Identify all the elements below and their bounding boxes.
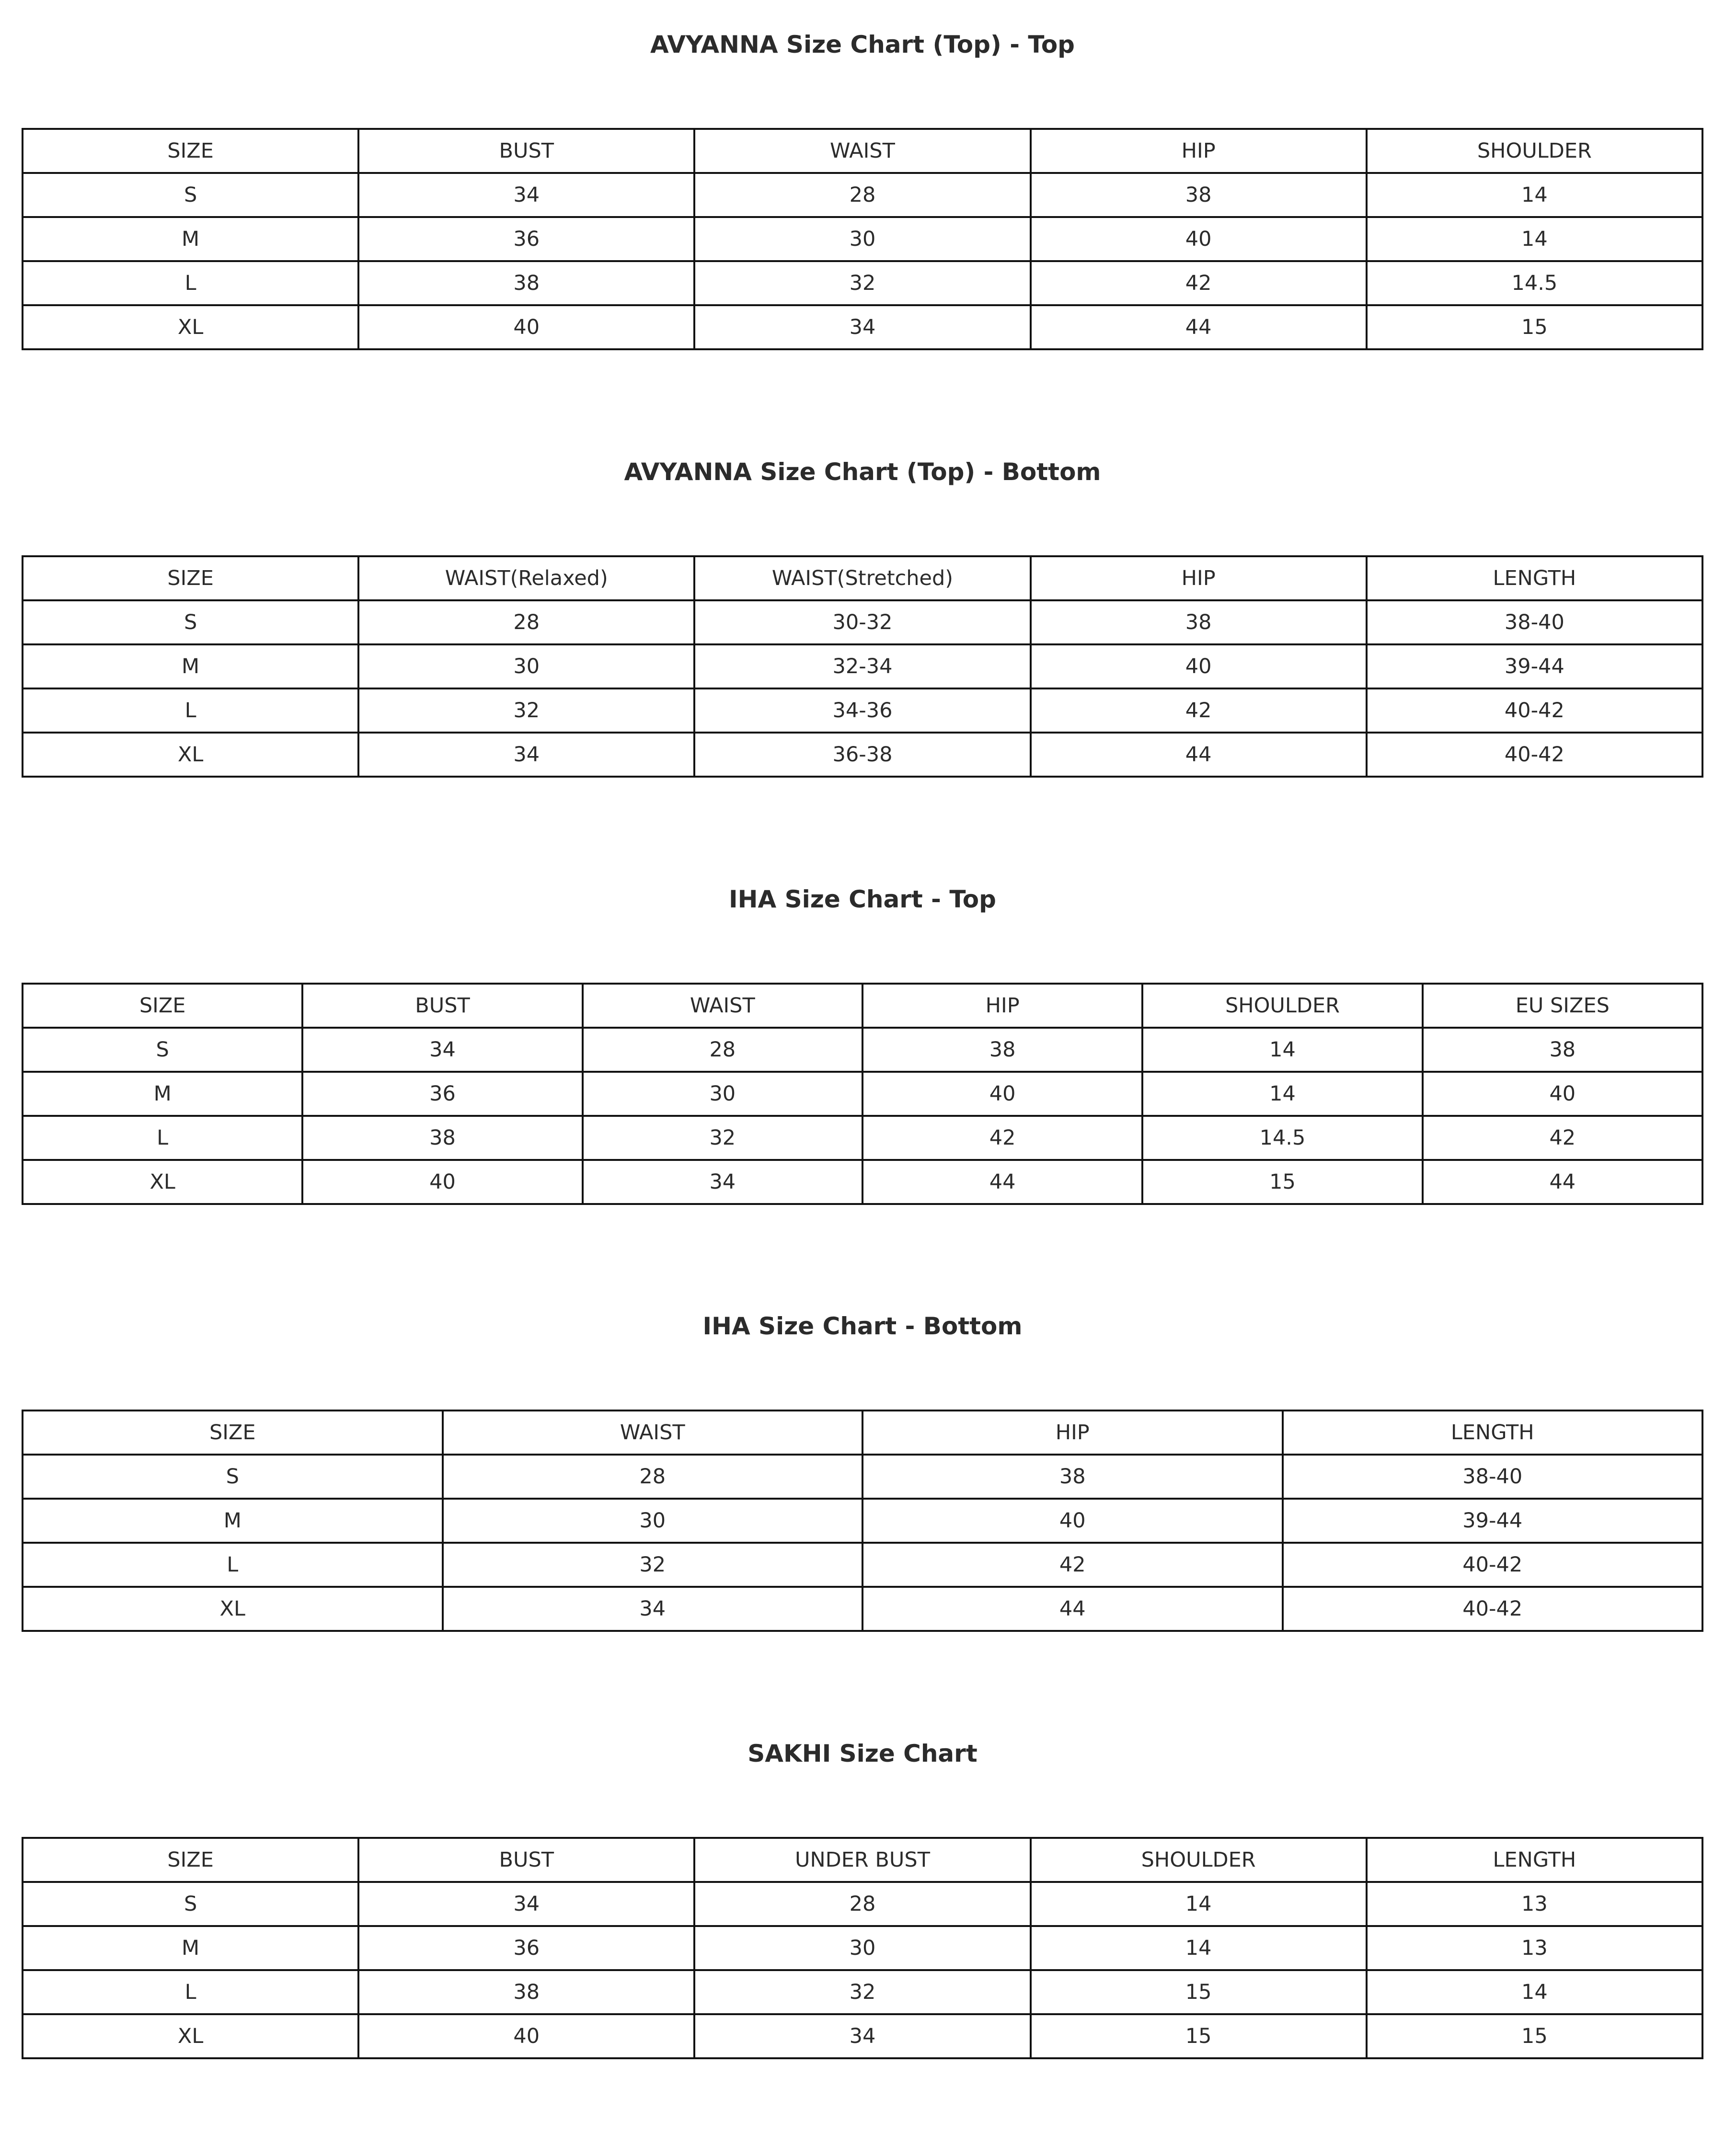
table-cell: 36: [358, 217, 694, 261]
table-cell: 15: [1367, 2014, 1702, 2058]
section-title: IHA Size Chart - Bottom: [702, 1312, 1023, 1340]
table-cell: S: [23, 1455, 443, 1499]
table-row: [23, 217, 1702, 261]
table-row: [23, 1028, 1702, 1072]
column-header: SHOULDER: [1031, 1838, 1367, 1882]
table-cell: 13: [1367, 1926, 1702, 1970]
table-row: [23, 733, 1702, 777]
table-cell: 42: [1031, 688, 1367, 733]
table-cell: 14: [1031, 1926, 1367, 1970]
section-title: IHA Size Chart - Top: [729, 885, 996, 913]
table-row: [23, 1455, 1702, 1499]
table-cell: 34: [358, 733, 694, 777]
table-cell: 40: [862, 1072, 1142, 1116]
table-row: [23, 1926, 1702, 1970]
table-row: [23, 173, 1702, 217]
column-header: WAIST: [694, 129, 1030, 173]
sakhi-section: [22, 1740, 1703, 2059]
table-cell: 32: [583, 1116, 862, 1160]
table-cell: 34: [694, 305, 1030, 349]
column-header: HIP: [1031, 129, 1367, 173]
table-cell: L: [23, 1116, 302, 1160]
table-row: [23, 1970, 1702, 2014]
table-cell: 14: [1367, 1970, 1702, 2014]
iha-bottom-section: [22, 1312, 1703, 1632]
table-cell: 39-44: [1367, 644, 1702, 688]
table-cell: 38: [1031, 173, 1367, 217]
table-row: [23, 305, 1702, 349]
column-header: HIP: [862, 1411, 1283, 1455]
column-header: UNDER BUST: [694, 1838, 1030, 1882]
table-cell: 38-40: [1283, 1455, 1703, 1499]
table-cell: M: [23, 1499, 443, 1543]
column-header: WAIST(Stretched): [694, 556, 1030, 600]
column-header: LENGTH: [1283, 1411, 1703, 1455]
column-header: BUST: [302, 984, 582, 1028]
table-cell: 28: [583, 1028, 862, 1072]
table-cell: 30-32: [694, 600, 1030, 644]
table-cell: 40: [1031, 217, 1367, 261]
table-cell: 34: [302, 1028, 582, 1072]
table-cell: 34: [694, 2014, 1030, 2058]
table-header-row: [23, 1411, 1702, 1455]
column-header: LENGTH: [1367, 556, 1702, 600]
table-cell: 38: [302, 1116, 582, 1160]
table-cell: 14: [1031, 1882, 1367, 1926]
table-cell: S: [23, 173, 358, 217]
size-table: [22, 1837, 1703, 2059]
table-cell: 36-38: [694, 733, 1030, 777]
avyanna-top-section: [22, 31, 1703, 350]
table-cell: 42: [862, 1543, 1283, 1587]
avyanna-bottom-section: [22, 458, 1703, 778]
table-cell: 34: [358, 1882, 694, 1926]
table-cell: S: [23, 1882, 358, 1926]
table-cell: 30: [443, 1499, 863, 1543]
table-header-row: [23, 984, 1702, 1028]
table-cell: 40: [302, 1160, 582, 1204]
table-cell: 38: [862, 1455, 1283, 1499]
table-header-row: [23, 1838, 1702, 1882]
table-cell: 44: [1423, 1160, 1702, 1204]
table-row: [23, 2014, 1702, 2058]
column-header: EU SIZES: [1423, 984, 1702, 1028]
table-cell: XL: [23, 2014, 358, 2058]
table-cell: 28: [694, 1882, 1030, 1926]
table-cell: 30: [694, 1926, 1030, 1970]
table-cell: 13: [1367, 1882, 1702, 1926]
table-cell: 15: [1142, 1160, 1422, 1204]
table-cell: 44: [1031, 733, 1367, 777]
column-header: SHOULDER: [1142, 984, 1422, 1028]
table-cell: 38: [1423, 1028, 1702, 1072]
table-cell: 38-40: [1367, 600, 1702, 644]
table-cell: M: [23, 217, 358, 261]
table-cell: 40: [358, 2014, 694, 2058]
table-cell: 38: [358, 1970, 694, 2014]
table-cell: 15: [1031, 1970, 1367, 2014]
table-cell: 32: [694, 261, 1030, 305]
table-cell: 28: [443, 1455, 863, 1499]
table-cell: 30: [358, 644, 694, 688]
table-row: [23, 644, 1702, 688]
table-cell: L: [23, 1970, 358, 2014]
column-header: SIZE: [23, 1838, 358, 1882]
section-title: SAKHI Size Chart: [748, 1740, 978, 1767]
table-cell: 40-42: [1283, 1587, 1703, 1631]
column-header: BUST: [358, 1838, 694, 1882]
table-cell: 38: [1031, 600, 1367, 644]
size-table: [22, 555, 1703, 778]
column-header: HIP: [1031, 556, 1367, 600]
table-row: [23, 1072, 1702, 1116]
table-cell: 14: [1367, 217, 1702, 261]
table-cell: 32: [358, 688, 694, 733]
table-cell: 42: [1423, 1116, 1702, 1160]
table-cell: 34: [443, 1587, 863, 1631]
table-cell: 36: [358, 1926, 694, 1970]
table-cell: 34: [358, 173, 694, 217]
table-cell: 30: [583, 1072, 862, 1116]
table-cell: 40: [358, 305, 694, 349]
table-row: [23, 261, 1702, 305]
table-cell: S: [23, 1028, 302, 1072]
table-cell: 44: [862, 1160, 1142, 1204]
size-table: [22, 983, 1703, 1205]
table-cell: 38: [862, 1028, 1142, 1072]
table-cell: L: [23, 261, 358, 305]
table-cell: 42: [1031, 261, 1367, 305]
table-cell: 34: [583, 1160, 862, 1204]
table-cell: XL: [23, 1587, 443, 1631]
table-row: [23, 1543, 1702, 1587]
column-header: HIP: [862, 984, 1142, 1028]
table-cell: 36: [302, 1072, 582, 1116]
table-cell: 28: [358, 600, 694, 644]
table-row: [23, 1587, 1702, 1631]
column-header: BUST: [358, 129, 694, 173]
table-cell: 14: [1142, 1028, 1422, 1072]
table-cell: L: [23, 1543, 443, 1587]
table-cell: 32: [694, 1970, 1030, 2014]
table-cell: 42: [862, 1116, 1142, 1160]
table-cell: 40-42: [1367, 688, 1702, 733]
table-cell: 28: [694, 173, 1030, 217]
column-header: SIZE: [23, 1411, 443, 1455]
table-cell: 34-36: [694, 688, 1030, 733]
table-cell: 40: [862, 1499, 1283, 1543]
section-title: AVYANNA Size Chart (Top) - Top: [650, 31, 1075, 58]
table-cell: 15: [1031, 2014, 1367, 2058]
table-cell: 39-44: [1283, 1499, 1703, 1543]
table-header-row: [23, 129, 1702, 173]
column-header: WAIST: [443, 1411, 863, 1455]
iha-top-section: [22, 885, 1703, 1205]
table-cell: 14: [1367, 173, 1702, 217]
table-row: [23, 600, 1702, 644]
table-row: [23, 1160, 1702, 1204]
table-row: [23, 688, 1702, 733]
column-header: LENGTH: [1367, 1838, 1702, 1882]
table-cell: 14.5: [1367, 261, 1702, 305]
column-header: SHOULDER: [1367, 129, 1702, 173]
table-row: [23, 1882, 1702, 1926]
column-header: WAIST(Relaxed): [358, 556, 694, 600]
section-title: AVYANNA Size Chart (Top) - Bottom: [624, 458, 1101, 486]
table-cell: 40-42: [1283, 1543, 1703, 1587]
table-cell: M: [23, 1072, 302, 1116]
table-cell: M: [23, 644, 358, 688]
table-cell: 44: [1031, 305, 1367, 349]
column-header: SIZE: [23, 556, 358, 600]
table-row: [23, 1116, 1702, 1160]
table-cell: 32: [443, 1543, 863, 1587]
table-cell: XL: [23, 305, 358, 349]
table-header-row: [23, 556, 1702, 600]
table-cell: 38: [358, 261, 694, 305]
column-header: SIZE: [23, 984, 302, 1028]
table-cell: 32-34: [694, 644, 1030, 688]
size-table: [22, 128, 1703, 350]
table-cell: 40: [1031, 644, 1367, 688]
table-cell: 40-42: [1367, 733, 1702, 777]
table-cell: M: [23, 1926, 358, 1970]
column-header: WAIST: [583, 984, 862, 1028]
table-cell: 44: [862, 1587, 1283, 1631]
table-cell: S: [23, 600, 358, 644]
table-cell: XL: [23, 1160, 302, 1204]
table-cell: 15: [1367, 305, 1702, 349]
table-row: [23, 1499, 1702, 1543]
column-header: SIZE: [23, 129, 358, 173]
table-cell: XL: [23, 733, 358, 777]
table-cell: 30: [694, 217, 1030, 261]
table-cell: 14: [1142, 1072, 1422, 1116]
table-cell: 40: [1423, 1072, 1702, 1116]
table-cell: L: [23, 688, 358, 733]
size-table: [22, 1410, 1703, 1632]
table-cell: 14.5: [1142, 1116, 1422, 1160]
